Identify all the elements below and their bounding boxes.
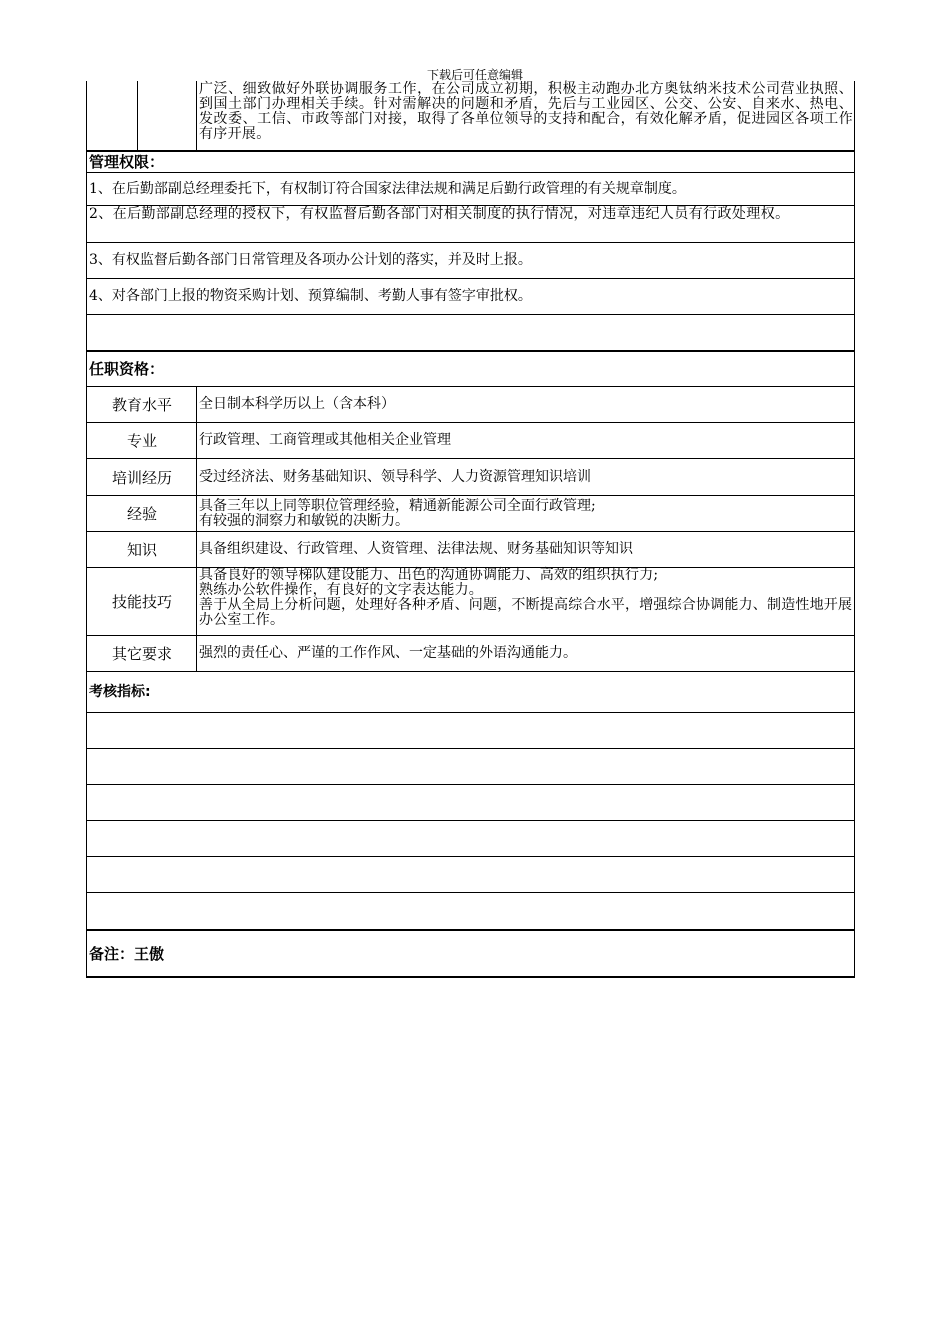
assessment-title: 考核指标:: [89, 684, 151, 700]
qualification-value-experience: 具备三年以上同等职位管理经验，精通新能源公司全面行政管理; 有较强的洞察力和敏锐的决断力。: [199, 497, 596, 529]
table-right-border: [854, 81, 855, 978]
row-divider: [86, 712, 855, 713]
qualification-label-skills: 技能技巧: [111, 593, 172, 611]
authority-item-4: 4、对各部门上报的物资采购计划、预算编制、考勤人事有签字审批权。: [89, 288, 532, 304]
qualification-label-experience: 经验: [126, 505, 157, 523]
authority-item-2: 2、在后勤部副总经理的授权下，有权监督后勤各部门对相关制度的执行情况，对违章违纪人员有行政处理权。: [89, 206, 790, 222]
qualification-value-education: 全日制本科学历以上（含本科）: [199, 396, 395, 412]
section-divider: [86, 929, 855, 931]
section-divider: [86, 150, 855, 152]
authority-item-1: 1、在后勤部副总经理委托下，有权制订符合国家法律法规和满足后勤行政管理的有关规章制度。: [89, 180, 686, 197]
remarks-title: 备注：王傲: [89, 945, 165, 963]
authority-item-3: 3、有权监督后勤各部门日常管理及各项办公计划的落实，并及时上报。: [89, 252, 532, 268]
work-description-text: 广泛、细致做好外联协调服务工作，在公司成立初期，积极主动跑办北方奥钛纳米技术公司营业执照、到国土部门办理相关手续。针对需解决的问题和矛盾，先后与工业园区、公交、公安、自来水、热电、发改委、工信、市政等部门对接，取得了各单位领导的支持和配合，有效化解矛盾，促进园区各项工作有序开展。: [199, 81, 853, 142]
qualification-label-education: 教育水平: [111, 396, 172, 414]
qualification-value-other: 强烈的责任心、严谨的工作作风、一定基础的外语沟通能力。: [199, 645, 577, 661]
row-divider: [86, 671, 855, 672]
header-note: 下载后可任意编辑: [426, 68, 523, 82]
row-divider: [86, 820, 855, 821]
row-divider: [86, 892, 855, 893]
row-divider: [86, 314, 855, 315]
qualifications-title: 任职资格：: [89, 360, 165, 378]
qualification-value-major: 行政管理、工商管理或其他相关企业管理: [199, 432, 451, 448]
authority-title: 管理权限：: [89, 153, 165, 171]
section-divider: [86, 350, 855, 352]
row-divider: [86, 748, 855, 749]
qualification-value-knowledge: 具备组织建设、行政管理、人资管理、法律法规、财务基础知识等知识: [199, 541, 633, 557]
row-divider: [86, 856, 855, 857]
qualification-label-other: 其它要求: [111, 645, 172, 663]
qualification-label-major: 专业: [126, 432, 157, 450]
column-divider: [196, 81, 197, 150]
qualification-value-skills: 具备良好的领导梯队建设能力、出色的沟通协调能力、高效的组织执行力; 熟练办公软件操作，有良好的文字表达能力。 善于从全局上分析问题，处理好各种矛盾、问题，不断提高综合水平，增强综合协调能力、制造性地开展办公室工作。: [199, 567, 853, 628]
table-left-border: [86, 81, 87, 978]
row-divider: [86, 784, 855, 785]
column-divider: [137, 81, 138, 150]
qualification-value-training: 受过经济法、财务基础知识、领导科学、人力资源管理知识培训: [199, 468, 591, 485]
table-bottom-border: [86, 976, 855, 978]
column-divider: [196, 386, 197, 671]
qualification-label-training: 培训经历: [111, 468, 172, 487]
qualification-label-knowledge: 知识: [126, 541, 157, 559]
